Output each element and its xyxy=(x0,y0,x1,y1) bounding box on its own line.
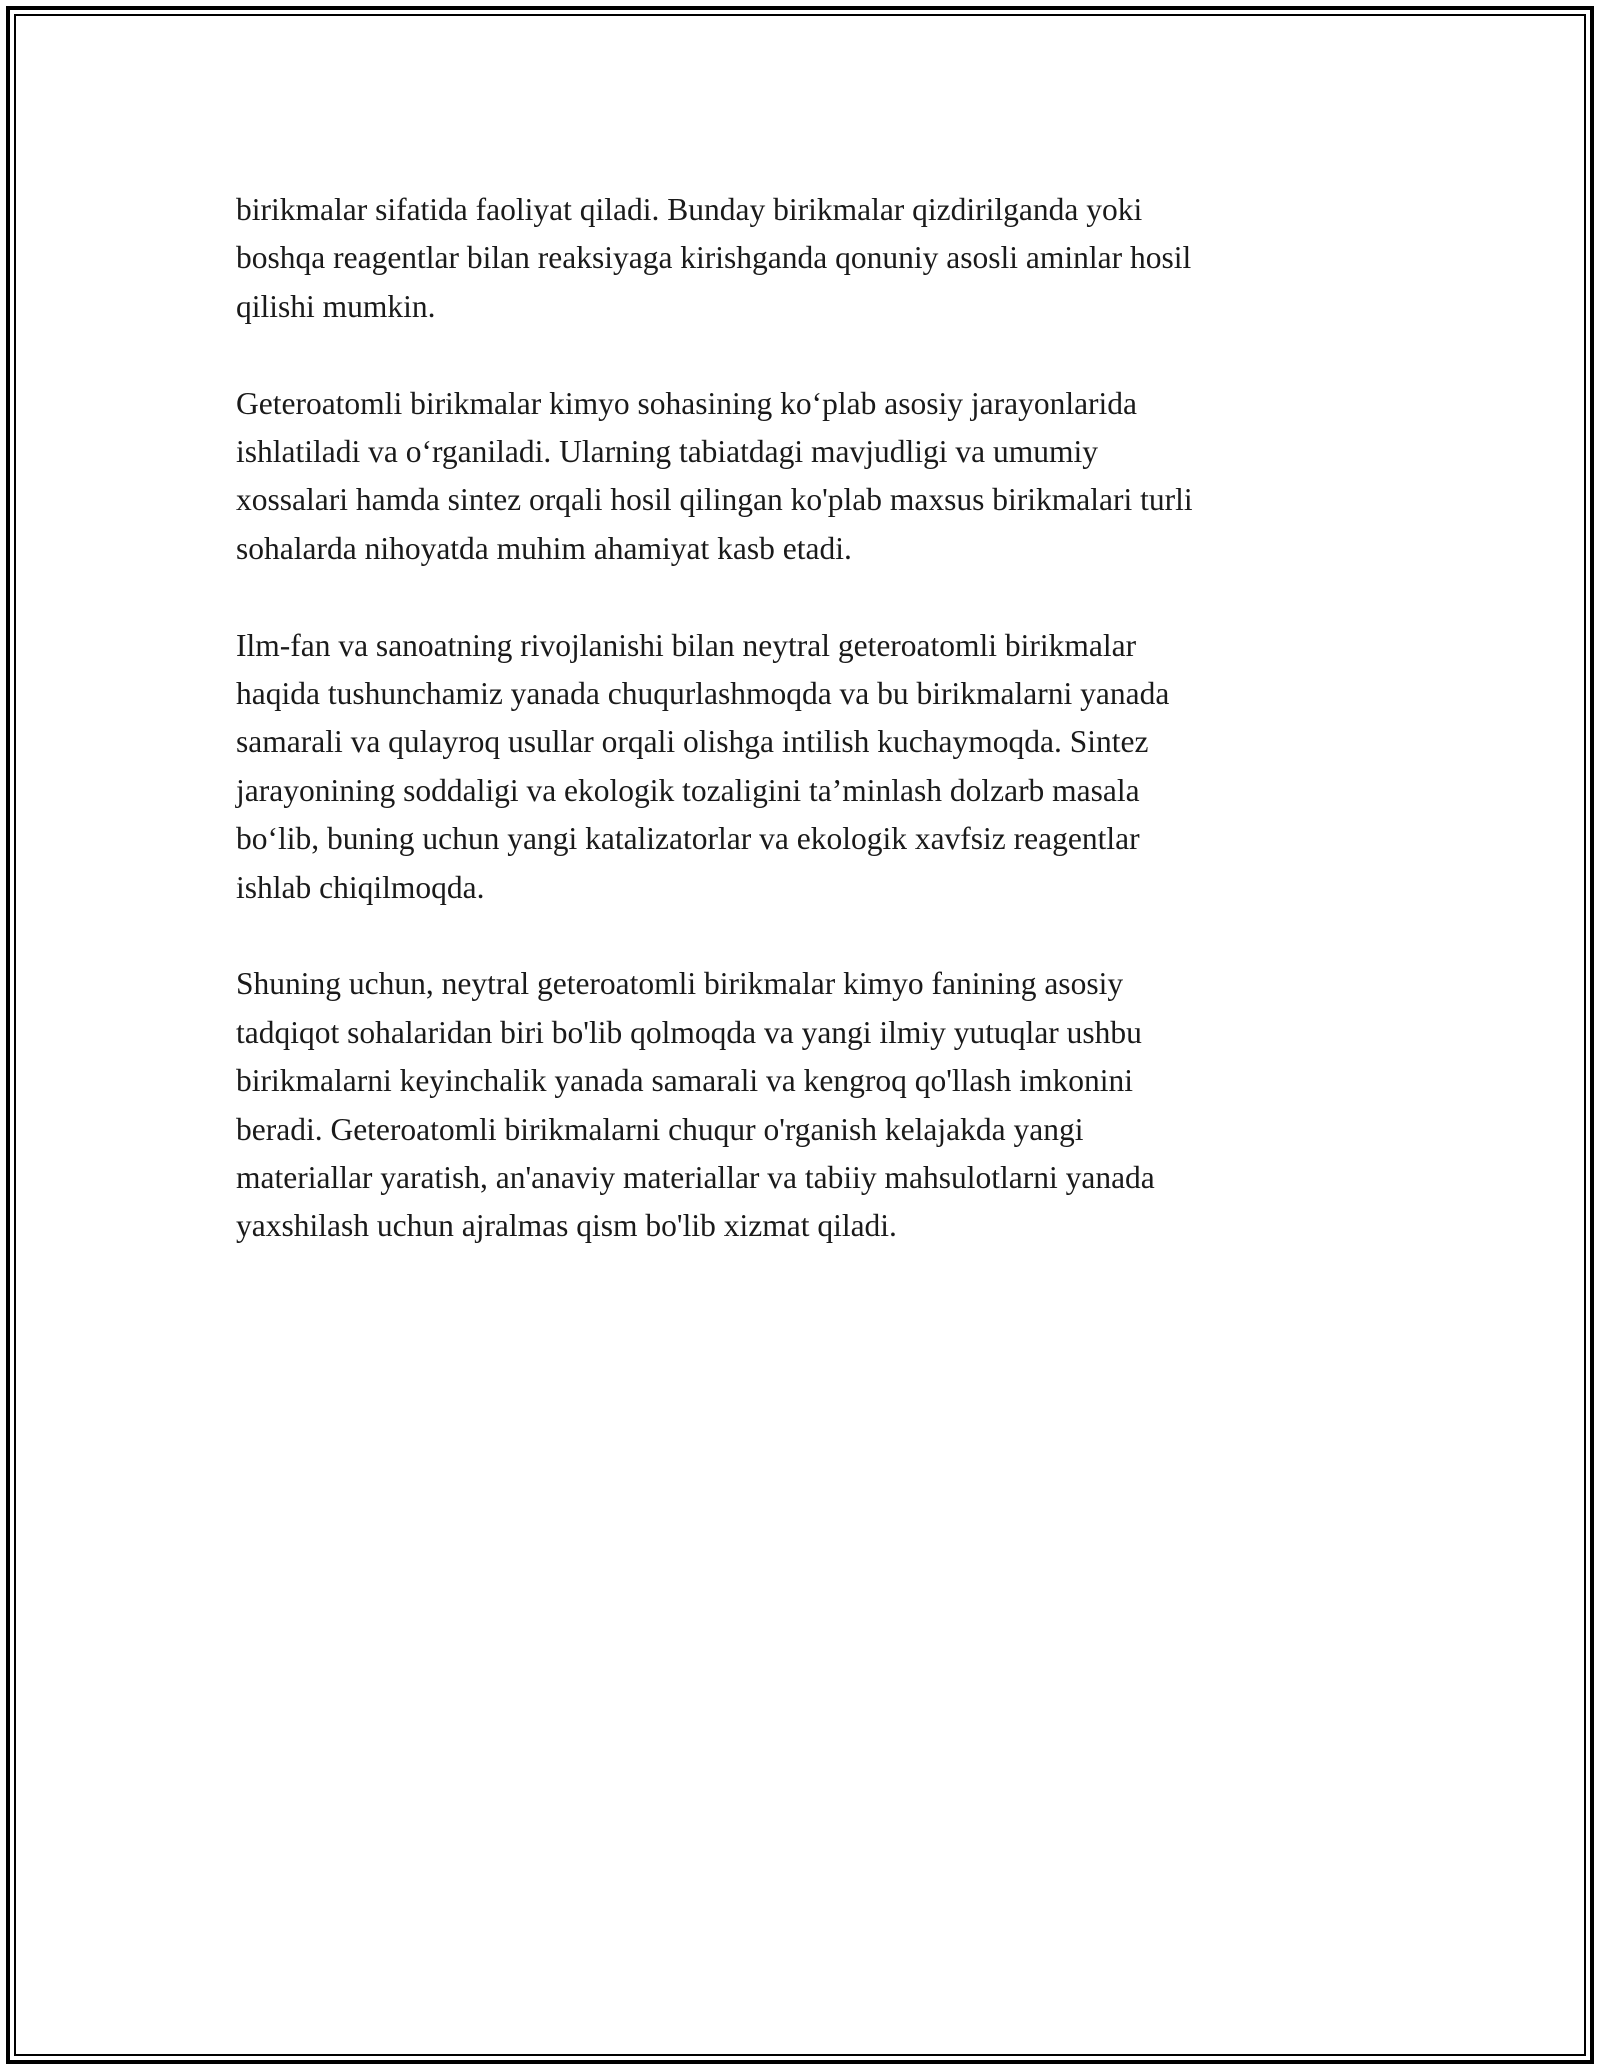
document-body xyxy=(236,186,1366,1299)
text-line: beradi. Geteroatomli birikmalarni chuqur o'rganish kelajakda yangi xyxy=(236,1111,1084,1147)
text-line: sohalarda nihoyatda muhim ahamiyat kasb etadi. xyxy=(236,530,852,566)
paragraph-1 xyxy=(236,186,1366,331)
text-line: Shuning uchun, neytral geteroatomli birikmalar kimyo fanining asosiy xyxy=(236,966,1124,1002)
text-line: boshqa reagentlar bilan reaksiyaga kirishganda qonuniy asosli aminlar hosil xyxy=(236,240,1192,276)
paragraph-2 xyxy=(236,380,1366,574)
text-line: xossalari hamda sintez orqali hosil qilingan ko'plab maxsus birikmalari turli xyxy=(236,482,1193,518)
text-line: bo‘lib, buning uchun yangi katalizatorlar va ekologik xavfsiz reagentlar xyxy=(236,821,1140,857)
text-line: birikmalar sifatida faoliyat qiladi. Bunday birikmalar qizdirilganda yoki xyxy=(236,192,1143,227)
text-line: Ilm-fan va sanoatning rivojlanishi bilan neytral geteroatomli birikmalar xyxy=(236,627,1137,663)
text-line: Geteroatomli birikmalar kimyo sohasining ko‘plab asosiy jarayonlarida xyxy=(236,385,1138,421)
text-line: birikmalarni keyinchalik yanada samarali va kengroq qo'llash imkonini xyxy=(236,1063,1134,1099)
text-line: tadqiqot sohalaridan biri bo'lib qolmoqda va yangi ilmiy yutuqlar ushbu xyxy=(236,1014,1142,1050)
text-line: haqida tushunchamiz yanada chuqurlashmoqda va bu birikmalarni yanada xyxy=(236,676,1170,712)
text-line: ishlatiladi va o‘rganiladi. Ularning tabiatdagi mavjudligi va umumiy xyxy=(236,434,1098,470)
text-line: samarali va qulayroq usullar orqali olishga intilish kuchaymoqda. Sintez xyxy=(236,724,1149,760)
text-line: qilishi mumkin. xyxy=(236,288,436,324)
paragraph-4 xyxy=(236,960,1366,1250)
text-line: jarayonining soddaligi va ekologik tozaligini ta’minlash dolzarb masala xyxy=(236,772,1140,808)
text-line: yaxshilash uchun ajralmas qism bo'lib xizmat qiladi. xyxy=(236,1208,897,1244)
text-line: materiallar yaratish, an'anaviy materiallar va tabiiy mahsulotlarni yanada xyxy=(236,1160,1155,1196)
text-line: ishlab chiqilmoqda. xyxy=(236,869,485,905)
paragraph-3 xyxy=(236,622,1366,912)
